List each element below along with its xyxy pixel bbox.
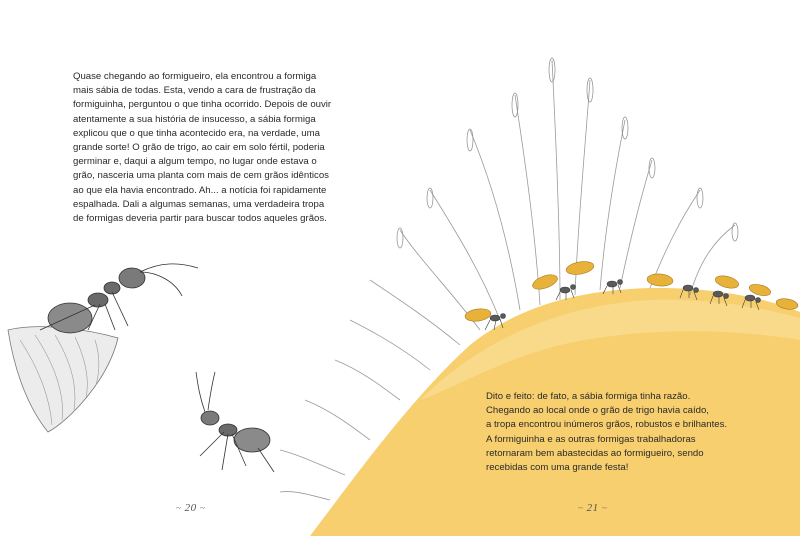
wheat-grain-icon [714,274,740,291]
wheat-grain-icon [647,273,674,287]
text-line: Quase chegando ao formigueiro, ela encontrou a formiga [73,71,317,82]
text-line: germinar e, daqui a algum tempo, no lugar onde estava o [73,156,317,168]
text-line: explicou que o que tinha acontecido era, na verdade, uma [73,127,320,139]
text-line: grande sorte! O grão de trigo, ao cair em solo fértil, poderia [73,142,325,154]
text-line: ao que ela havia encontrado. Ah... a notícia foi rapidamente [73,184,327,196]
text-line: espalhada. Dali a algumas semanas, uma verdadeira tropa [73,198,325,210]
wheat-grain-icon [464,307,491,323]
left-page-text [73,70,332,226]
wheat-stalk-icon [280,450,345,475]
folio-ornament: ~ [578,503,584,513]
wheat-stalk-icon [370,280,460,345]
right-page-text [486,390,738,475]
wheat-stalk-icon [552,60,560,300]
text-line: A formiguinha e as outras formigas trabalhadoras [486,433,696,445]
text-line: mais sábia de todas. Esta, vendo a cara de frustração da [73,85,316,97]
text-line: atentamente a sua história de insucesso, a sábia formiga [73,113,316,125]
text-line: a tropa encontrou inúmeros grãos, robustos e brilhantes. [486,419,728,431]
folio-ornament: ~ [199,503,206,513]
ant-icon [40,264,198,333]
folio-ornament: ~ [176,503,182,513]
wheat-stalk-icon [280,492,330,500]
text-line: formiguinha, perguntou o que tinha ocorrido. Depois de ouvir [73,99,332,111]
page-number-left [176,502,205,514]
page-number-right [578,502,607,514]
ant-icon [196,372,274,472]
text-line: retornaram bem abastecidas ao formigueiro, sendo [486,447,704,459]
wheat-stalk-icon [515,95,540,305]
wheat-stalk-icon [650,190,700,288]
wheat-stalk-icon [430,190,500,320]
wheat-stalk-icon [470,130,520,310]
page-number: 20 [184,502,197,514]
wheat-grain-icon [531,272,560,292]
text-line: Chegando ao local onde o grão de trigo havia caído, [486,405,709,417]
page-number: 21 [586,502,599,514]
text-line: Dito e feito: de fato, a sábia formiga tinha razão. [486,391,691,402]
text-line: recebidas com uma grande festa! [486,462,629,474]
folio-ornament: ~ [601,503,608,513]
rock-icon [8,327,118,432]
wheat-stalk-icon [335,360,400,400]
wheat-grain-icon [565,260,595,277]
text-line: grão, nasceria uma planta com mais de cem grãos idênticos [73,170,329,182]
wheat-stalk-icon [620,160,652,288]
text-line: de formigas deveria partir para buscar todos aqueles grãos. [73,213,327,225]
wheat-stalk-icon [305,400,370,440]
wheat-stalk-icon [600,120,625,290]
wheat-stalk-icon [350,320,430,370]
